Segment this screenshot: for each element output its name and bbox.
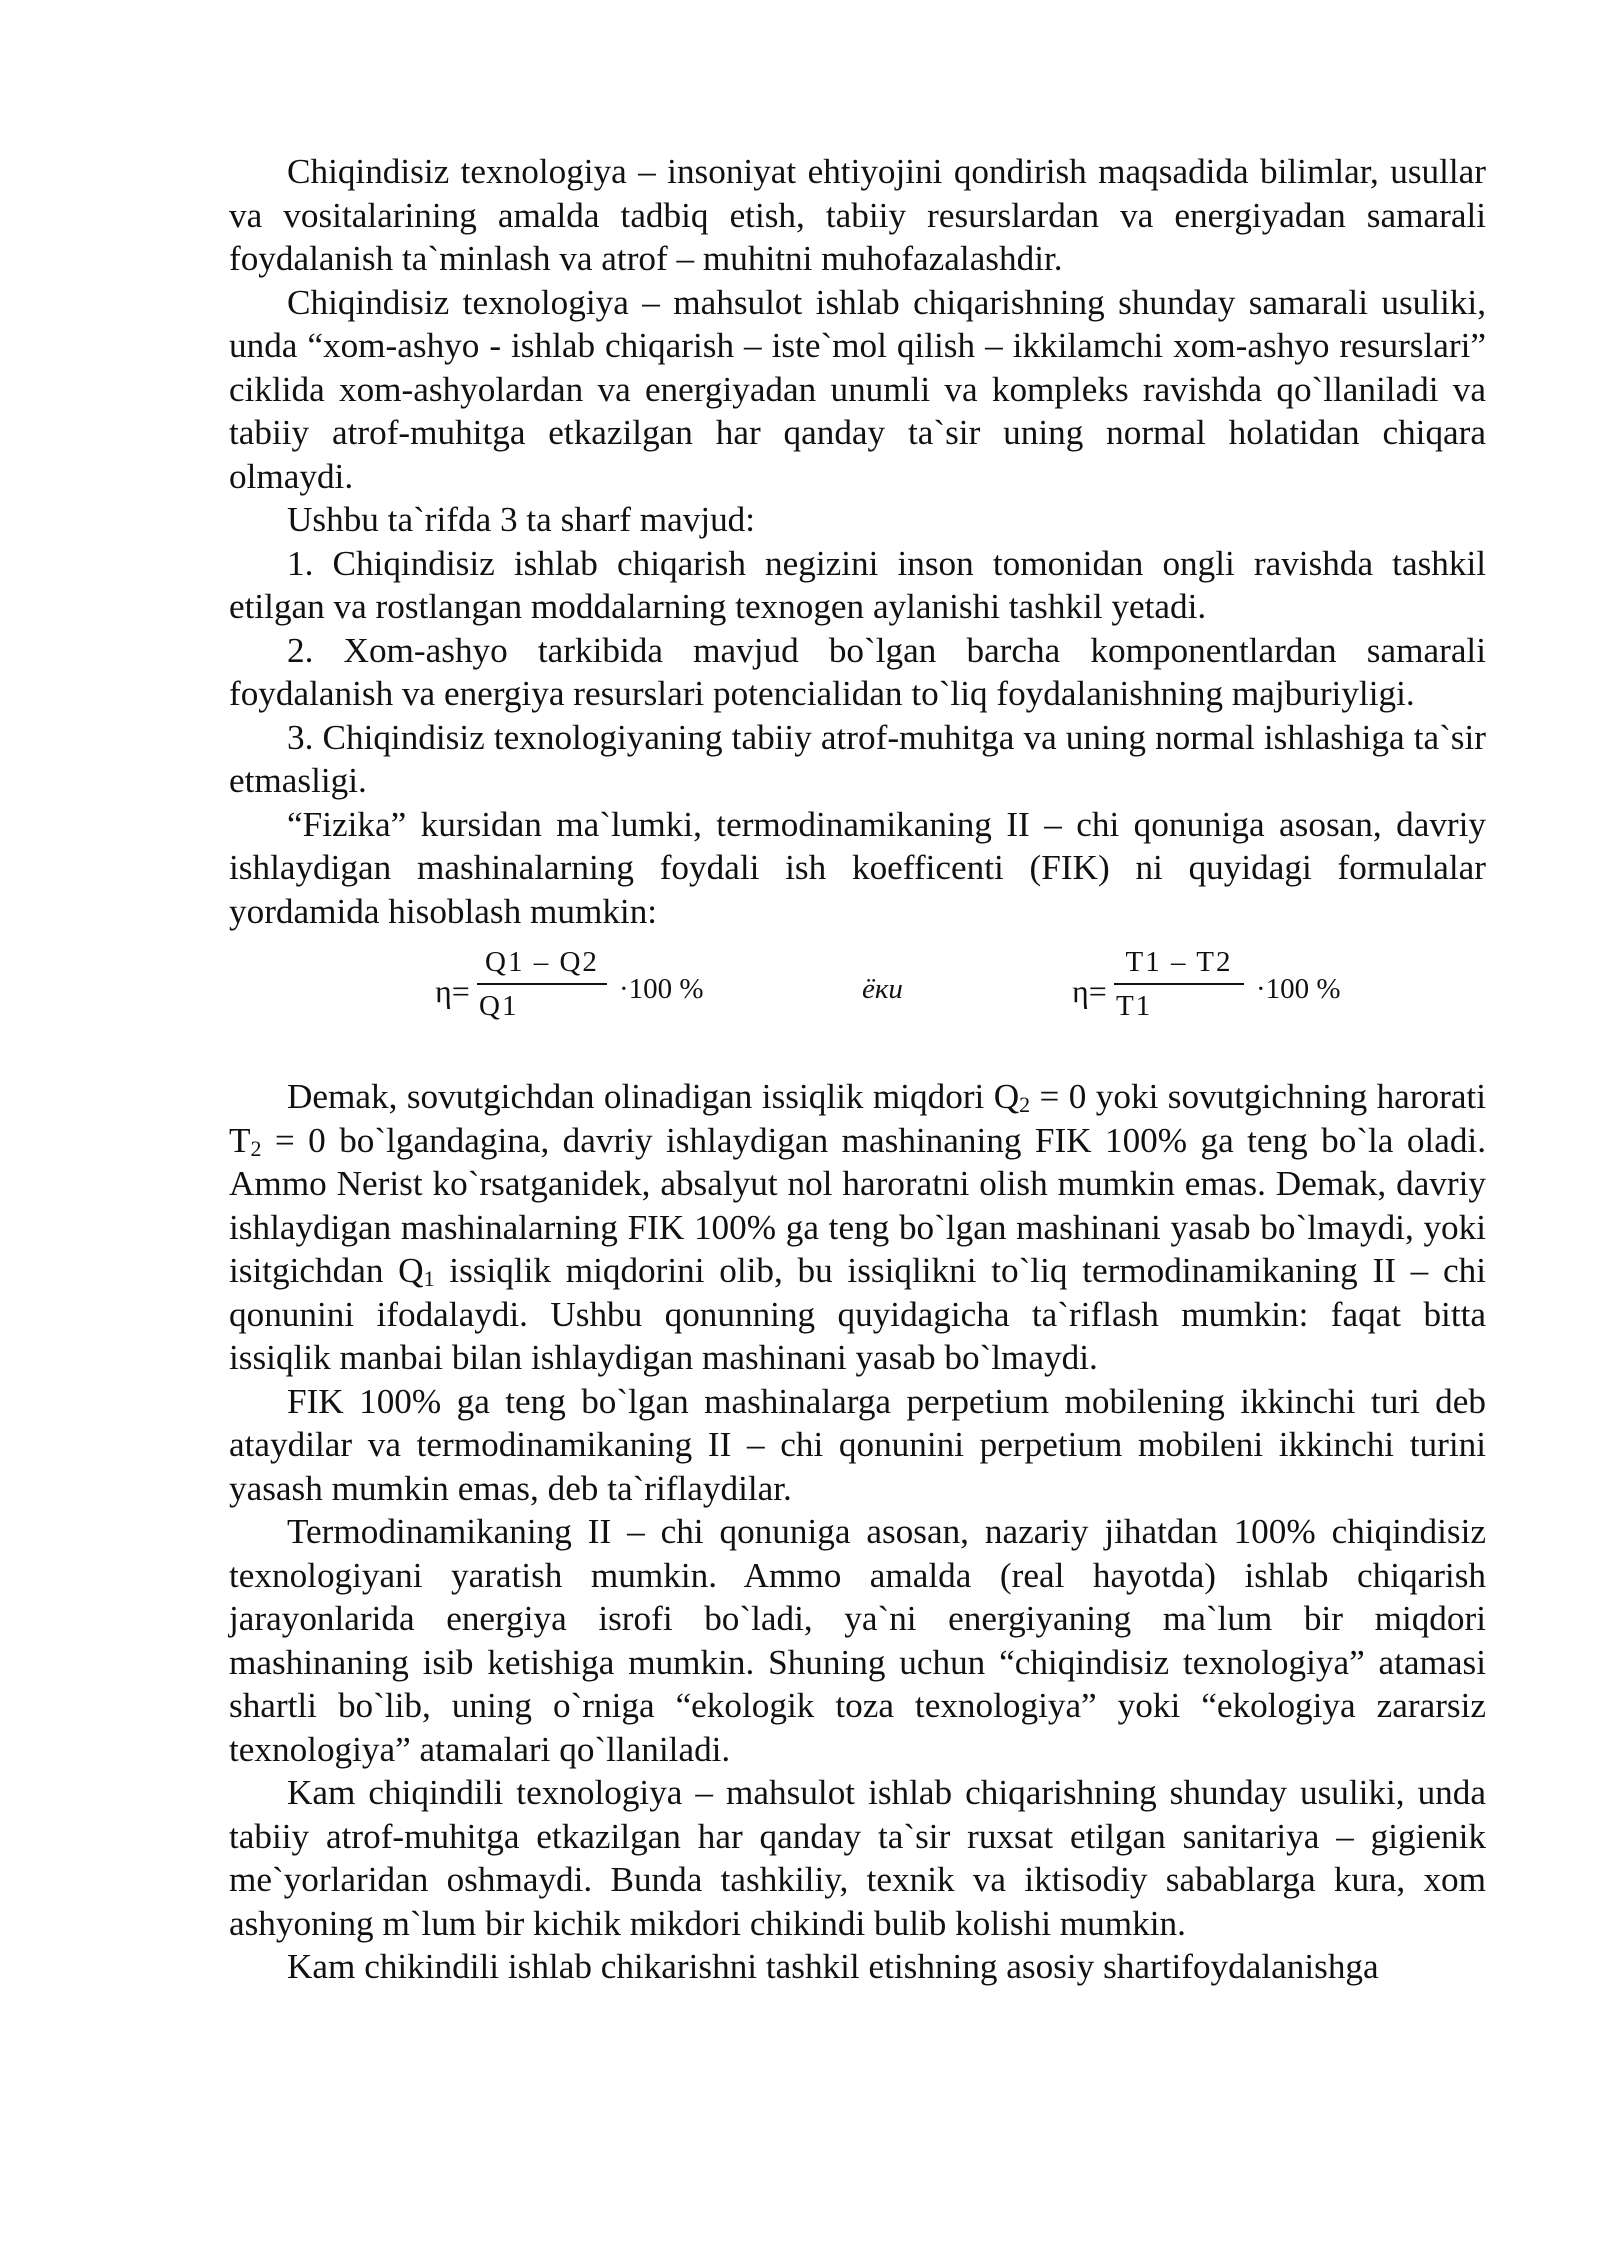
- efficiency-formulas: [229, 943, 1486, 1059]
- document-page: [229, 150, 1486, 1989]
- text-segment: Demak, sovutgichdan olinadigan issiqlik miqdori Q: [287, 1077, 1020, 1116]
- fraction-numerator: Q1 – Q2: [485, 946, 599, 978]
- fraction-bar: [477, 983, 607, 985]
- paragraph-low-waste: Kam chiqindili texnologiya – mahsulot ishlab chiqarishning shunday usuliki, unda tabiiy atrof-muhitga etkazilgan har qanday ta`sir ruxsat etilgan sanitariya – gigienik me`yorlaridan oshmaydi. Bunda tashkiliy, texnik va iktisodiy sabablarga kura, xom ashyoning m`lum bir kichik mikdori chikindi bulib kolishi mumkin.: [229, 1773, 1486, 1943]
- subscript: 2: [250, 1135, 262, 1161]
- paragraph-physics-intro: “Fizika” kursidan ma`lumki, termodinamikaning II – chi qonuniga asosan, davriy ishlaydigan mashinalarning foydali ish koefficenti (FIK) ni quyidagi formulalar yordamida hisoblash mumkin:: [229, 804, 1486, 931]
- text-segment: = 0 bo`lgandagina, davriy ishlaydigan mashinaning FIK 100% ga teng bo`la oladi. Ammo Nerist ko`rsatganidek, absalyut nol haroratni olish mumkin emas. Demak, davriy ishlaydigan mashinalarning FIK 100% ga teng bo`lgan mashinani yasab bo`lmaydi, yoki isitgichdan Q: [229, 1120, 1486, 1290]
- fraction-bar: [1114, 983, 1244, 985]
- fraction-heat: [477, 943, 607, 1025]
- percent-multiplier: ·100 %: [1256, 973, 1341, 1005]
- paragraph-conditions-intro: Ushbu ta`rifda 3 ta sharf mavjud:: [287, 500, 756, 539]
- subscript: 1: [423, 1266, 435, 1291]
- subscript: 2: [1019, 1092, 1031, 1117]
- paragraph-definition-1: Chiqindisiz texnologiya – insoniyat ehtiyojini qondirish maqsadida bilimlar, usullar va vositalarining amalda tadbiq etish, tabiiy resurslardan va energiyadan samarali foydalanish ta`minlash va atrof – muhitni muhofazalashdir.: [229, 152, 1486, 278]
- paragraph-definition-2: Chiqindisiz texnologiya – mahsulot ishlab chiqarishning shunday samarali usuliki, unda “xom-ashyo - ishlab chiqarish – iste`mol qilish – ikkilamchi xom-ashyo resurslari” ciklida xom-ashyolardan va energiyadan unumli va kompleks ravishda qo`llaniladi va tabiiy atrof-muhitga etkazilgan har qanday ta`sir uning normal holatidan chiqara olmaydi.: [229, 282, 1486, 496]
- paragraph-perpetuum: FIK 100% ga teng bo`lgan mashinalarga perpetium mobilening ikkinchi turi deb ataydilar va termodinamikaning II – chi qonunini perpetium mobileni ikkinchi turini yasash mumkin emas, deb ta`riflaydilar.: [229, 1381, 1486, 1508]
- list-item-condition-1: 1. Chiqindisiz ishlab chiqarish negizini inson tomonidan ongli ravishda tashkil etilgan va rostlangan moddalarning texnogen aylanishi tashkil yetadi.: [229, 543, 1486, 626]
- list-item-condition-2: 2. Xom-ashyo tarkibida mavjud bo`lgan barcha komponentlardan samarali foydalanish va energiya resurslari potencialidan to`liq foydalanishning majburiyligi.: [229, 630, 1486, 713]
- paragraph-demak: [229, 1075, 1486, 1380]
- eta-symbol: η=: [1072, 973, 1107, 1009]
- fraction-denominator: Q1: [479, 990, 519, 1022]
- fraction-temperature: [1114, 943, 1244, 1025]
- fraction-denominator: T1: [1116, 990, 1153, 1022]
- paragraph-second-law: Termodinamikaning II – chi qonuniga asosan, nazariy jihatdan 100% chiqindisiz texnologiyani yaratish mumkin. Ammo amalda (real hayotda) ishlab chiqarish jarayonlarida energiya isrofi bo`ladi, ya`ni energiyaning ma`lum bir miqdori mashinaning isib ketishiga mumkin. Shuning uchun “chiqindisiz texnologiya” atamasi shartli bo`lib, uning o`rniga “ekologik toza texnologiya” yoki “ekologiya zararsiz texnologiya” atamalari qo`llaniladi.: [229, 1512, 1486, 1769]
- list-item-condition-3: 3. Chiqindisiz texnologiyaning tabiiy atrof-muhitga va uning normal ishlashiga ta`sir etmasligi.: [229, 717, 1486, 800]
- percent-multiplier: ·100 %: [619, 973, 704, 1005]
- fraction-numerator: T1 – T2: [1125, 946, 1233, 978]
- eta-symbol: η=: [435, 973, 470, 1009]
- paragraph-low-waste-condition: Kam chikindili ishlab chikarishni tashkil etishning asosiy shartifoydalanishga: [287, 1947, 1379, 1986]
- or-word: ёки: [862, 973, 903, 1005]
- text-segment: = 0 yoki sovutgichning harorati T: [229, 1077, 1486, 1160]
- text-segment: issiqlik miqdorini olib, bu issiqlikni to`liq termodinamikaning II – chi qonunini ifodalaydi. Ushbu qonunning quyidagicha ta`riflash mumkin: faqat bitta issiqlik manbai bilan ishlaydigan mashinani yasab bo`lmaydi.: [229, 1251, 1486, 1377]
